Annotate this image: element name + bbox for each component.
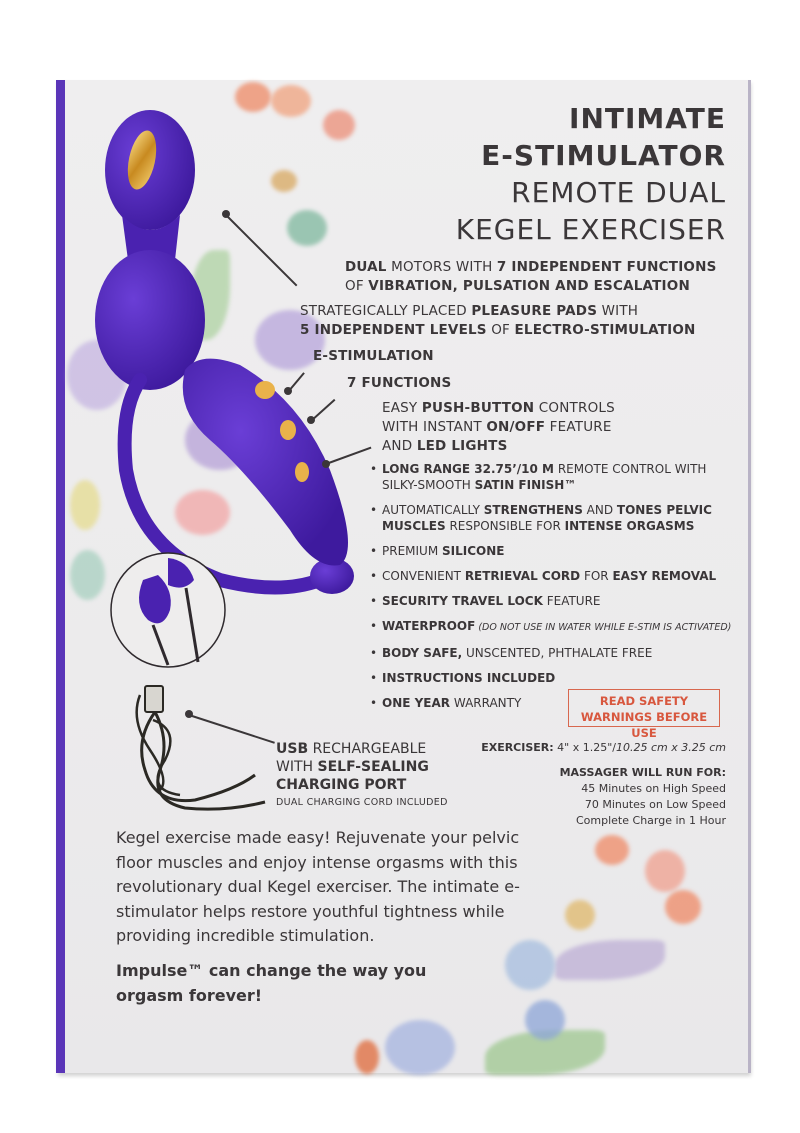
- usb-charging-cord-image: [125, 680, 275, 815]
- bullet-warranty: • ONE YEAR WARRANTY: [370, 695, 740, 711]
- title-line-2: E-STIMULATOR: [481, 139, 726, 172]
- feature-e-stimulation: E-STIMULATION: [313, 348, 434, 364]
- bullet-strengthens: • AUTOMATICALLY STRENGTHENS AND TONES PELVIC MUSCLES RESPONSIBLE FOR INTENSE ORGASMS: [370, 502, 740, 534]
- watercolor-flower: [235, 82, 271, 112]
- watercolor-flower: [385, 1020, 455, 1075]
- watercolor-flower: [665, 890, 701, 924]
- title-line-4: KEGEL EXERCISER: [455, 213, 726, 246]
- charging-port-inset: [108, 550, 228, 670]
- feature-7-functions: 7 FUNCTIONS: [347, 375, 452, 391]
- bullet-instructions: • INSTRUCTIONS INCLUDED: [370, 670, 740, 686]
- watercolor-flower: [645, 850, 685, 892]
- bullet-travel-lock: • SECURITY TRAVEL LOCK FEATURE: [370, 593, 740, 609]
- feature-bullet-list: [370, 461, 740, 720]
- safety-warning-box: READ SAFETY WARNINGS BEFORE USE: [568, 689, 720, 727]
- watercolor-leaf: [555, 940, 665, 980]
- watercolor-flower: [565, 900, 595, 930]
- feature-motors: DUAL MOTORS WITH 7 INDEPENDENT FUNCTIONS OF VIBRATION, PULSATION AND ESCALATION: [345, 259, 717, 294]
- watercolor-flower: [525, 1000, 565, 1040]
- watercolor-flower: [595, 835, 629, 865]
- feature-controls: EASY PUSH-BUTTON CONTROLS WITH INSTANT ON/OFF FEATURE AND LED LIGHTS: [382, 400, 615, 454]
- bullet-body-safe: • BODY SAFE, UNSCENTED, PHTHALATE FREE: [370, 645, 740, 661]
- title-line-1: INTIMATE: [569, 102, 726, 135]
- title-line-3: REMOTE DUAL: [511, 176, 726, 209]
- run-time-specs: MASSAGER WILL RUN FOR: 45 Minutes on High Speed 70 Minutes on Low Speed Complete Charge in 1 Hour: [559, 766, 726, 827]
- bullet-retrieval-cord: • CONVENIENT RETRIEVAL CORD FOR EASY REMOVAL: [370, 568, 740, 584]
- tagline: Impulse™ can change the way you orgasm forever!: [116, 961, 427, 1005]
- box-edge: [748, 80, 751, 1073]
- bullet-waterproof: • WATERPROOF (DO NOT USE IN WATER WHILE E-STIM IS ACTIVATED): [370, 618, 740, 636]
- exerciser-dimensions: EXERCISER: 4" x 1.25"/10.25 cm x 3.25 cm: [481, 741, 726, 754]
- feature-pleasure-pads: STRATEGICALLY PLACED PLEASURE PADS WITH 5 INDEPENDENT LEVELS OF ELECTRO-STIMULATION: [300, 303, 696, 338]
- bullet-long-range: • LONG RANGE 32.75’/10 M REMOTE CONTROL WITH SILKY-SMOOTH SATIN FINISH™: [370, 461, 740, 493]
- product-title: [456, 100, 726, 248]
- bullet-silicone: • PREMIUM SILICONE: [370, 543, 740, 559]
- product-description: Kegel exercise made easy! Rejuvenate your pelvic floor muscles and enjoy intense orgasms with this revolutionary dual Kegel exerciser. The intimate e-stimulator helps restore youthful tightness while providing incredible stimulation.: [116, 828, 520, 945]
- usb-charging-feature: USB RECHARGEABLE WITH SELF-SEALING CHARGING PORT DUAL CHARGING CORD INCLUDED: [276, 741, 448, 808]
- watercolor-flower: [355, 1040, 379, 1074]
